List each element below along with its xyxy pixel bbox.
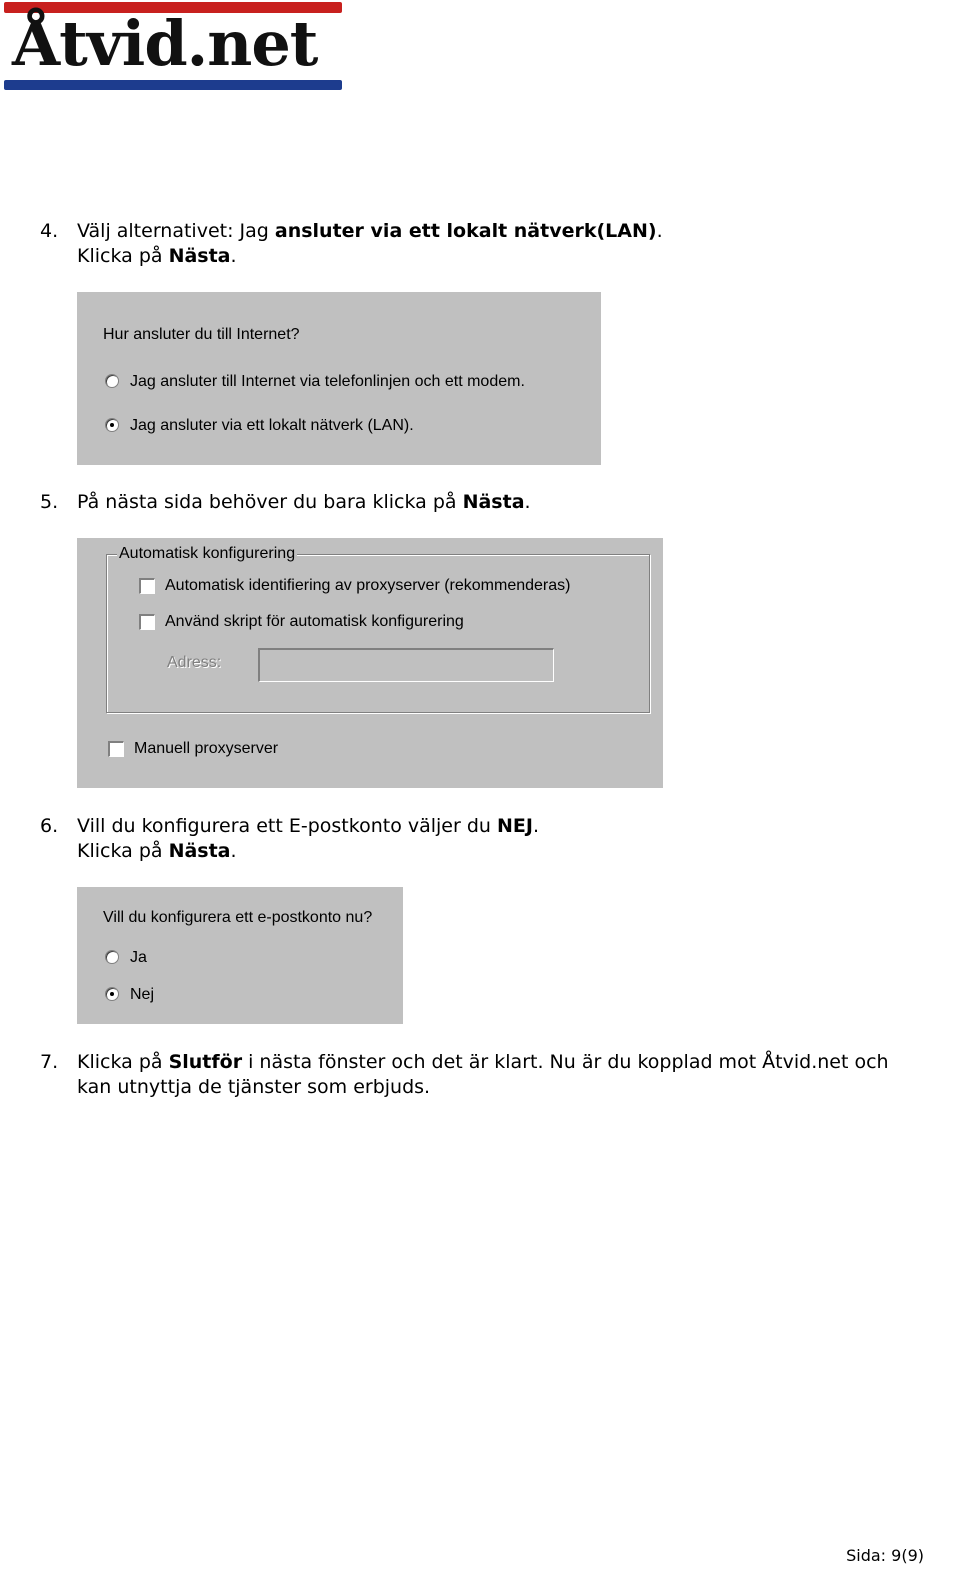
text-run: Vill du konfigurera ett E-postkonto väljer du: [77, 815, 497, 837]
step-number: 6.: [40, 815, 59, 837]
text-run: Välj alternativet: Jag: [77, 220, 275, 242]
emphasis-text: Nästa: [168, 245, 231, 267]
emphasis-text: NEJ: [497, 815, 533, 837]
text-run: .: [230, 840, 237, 862]
radio-nej-label[interactable]: Nej: [130, 986, 155, 1003]
step-number: 4.: [40, 220, 59, 242]
page-number: Sida: 9(9): [846, 1546, 924, 1565]
checkbox-auto-script-label[interactable]: Använd skript för automatisk konfigurering: [165, 613, 464, 630]
step-line: [77, 244, 663, 269]
address-field[interactable]: [258, 648, 554, 682]
text-run: kan utnyttja de tjänster som erbjuds.: [77, 1076, 431, 1098]
radio-modem-label[interactable]: Jag ansluter till Internet via telefonlinjen och ett modem.: [130, 373, 525, 390]
step-line: [77, 1050, 889, 1075]
email-question: Vill du konfigurera ett e-postkonto nu?: [103, 909, 373, 926]
step-line: [77, 814, 539, 839]
logo-text: Åtvid.net: [12, 7, 318, 80]
checkbox-auto-detect-label[interactable]: Automatisk identifiering av proxyserver (rekommenderas): [165, 577, 571, 594]
radio-nej[interactable]: [105, 987, 119, 1001]
radio-ja[interactable]: [105, 950, 119, 964]
text-run: .: [532, 815, 539, 837]
address-label: Adress:: [167, 654, 222, 671]
text-run: Klicka på: [77, 840, 169, 862]
text-run: .: [656, 220, 663, 242]
radio-ja-label[interactable]: Ja: [130, 949, 147, 966]
auto-config-title: Automatisk konfigurering: [119, 545, 296, 562]
emphasis-text: Slutför: [168, 1051, 243, 1073]
radio-modem[interactable]: [105, 374, 119, 388]
step-line: [77, 219, 663, 244]
text-run: Klicka på: [77, 1051, 169, 1073]
text-run: Klicka på: [77, 245, 169, 267]
atvid-logo: [4, 2, 342, 92]
text-run: .: [524, 491, 531, 513]
connection-question: Hur ansluter du till Internet?: [103, 326, 300, 343]
text-run: .: [230, 245, 237, 267]
step-number: 7.: [40, 1051, 59, 1073]
logo-bottom-bar: [4, 80, 342, 90]
emphasis-text: ansluter via ett lokalt nätverk(LAN): [274, 220, 657, 242]
text-run: På nästa sida behöver du bara klicka på: [77, 491, 463, 513]
step-number: 5.: [40, 491, 59, 513]
step-line: [77, 1075, 889, 1100]
step-line: [77, 490, 531, 515]
text-run: i nästa fönster och det är klart. Nu är du kopplad mot Åtvid.net och: [242, 1051, 889, 1073]
email-dialog: [77, 887, 403, 1024]
connection-dialog: [77, 292, 601, 465]
emphasis-text: Nästa: [462, 491, 525, 513]
radio-lan[interactable]: [105, 418, 119, 432]
radio-lan-label[interactable]: Jag ansluter via ett lokalt nätverk (LAN).: [130, 417, 414, 434]
emphasis-text: Nästa: [168, 840, 231, 862]
proxy-dialog: [77, 538, 663, 788]
checkbox-auto-script[interactable]: [139, 614, 155, 630]
checkbox-auto-detect[interactable]: [139, 578, 155, 594]
checkbox-manual-proxy-label[interactable]: Manuell proxyserver: [134, 740, 279, 757]
step-line: [77, 839, 539, 864]
checkbox-manual-proxy[interactable]: [108, 741, 124, 757]
